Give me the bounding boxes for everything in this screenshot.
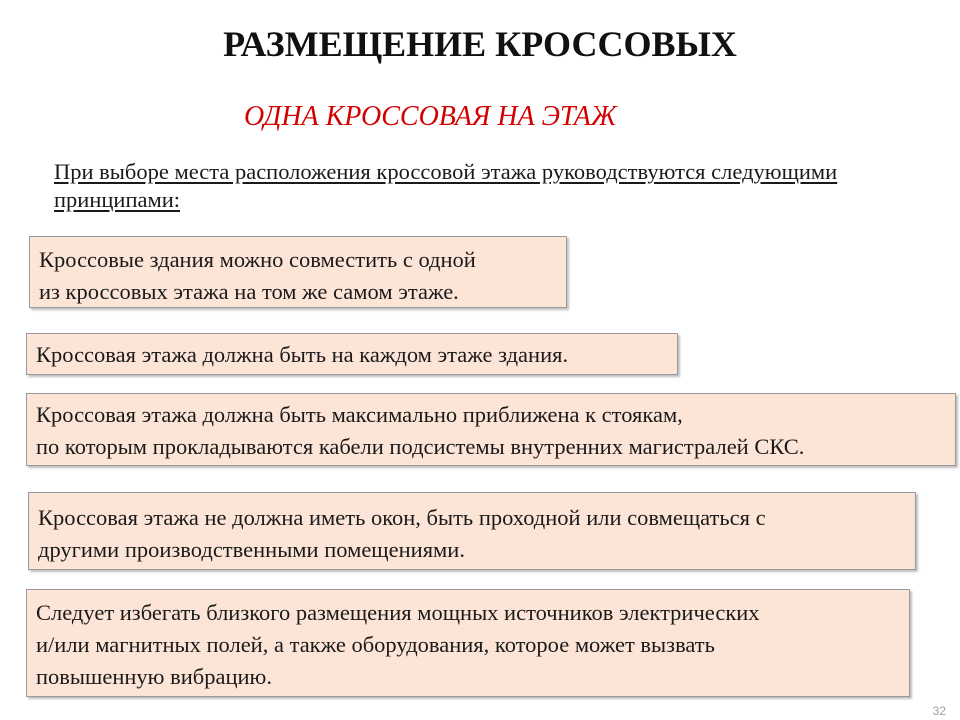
principle-1-line-1: Кроссовые здания можно совместить с одной — [39, 247, 476, 272]
slide-title: РАЗМЕЩЕНИЕ КРОССОВЫХ — [223, 24, 737, 64]
principle-box-4 — [28, 492, 916, 570]
principle-3-line-2: по которым прокладываются кабели подсистемы внутренних магистралей СКС. — [36, 434, 805, 459]
principle-box-1 — [29, 236, 567, 308]
principle-5-line-1: Следует избегать близкого размещения мощных источников электрических — [36, 600, 760, 625]
principle-1-line-2: из кроссовых этажа на том же самом этаже. — [39, 279, 459, 304]
principle-5-line-3: повышенную вибрацию. — [36, 664, 272, 689]
principle-3-line-1: Кроссовая этажа должна быть максимально приближена к стоякам, — [36, 402, 683, 427]
page-number: 32 — [932, 704, 946, 718]
principle-4-line-1: Кроссовая этажа не должна иметь окон, быть проходной или совмещаться с — [38, 505, 766, 530]
principle-box-3 — [26, 393, 956, 466]
principle-5-line-2: и/или магнитных полей, а также оборудования, которое может вызвать — [36, 632, 715, 657]
principle-box-2 — [26, 333, 678, 375]
intro-text: При выборе места расположения кроссовой этажа руководствуются следующими принципами: — [54, 159, 838, 212]
principle-2-line-1: Кроссовая этажа должна быть на каждом этаже здания. — [36, 342, 569, 367]
slide-subtitle: ОДНА КРОССОВАЯ НА ЭТАЖ — [244, 101, 617, 132]
principle-4-line-2: другими производственными помещениями. — [38, 537, 465, 562]
principle-box-5 — [26, 589, 910, 697]
